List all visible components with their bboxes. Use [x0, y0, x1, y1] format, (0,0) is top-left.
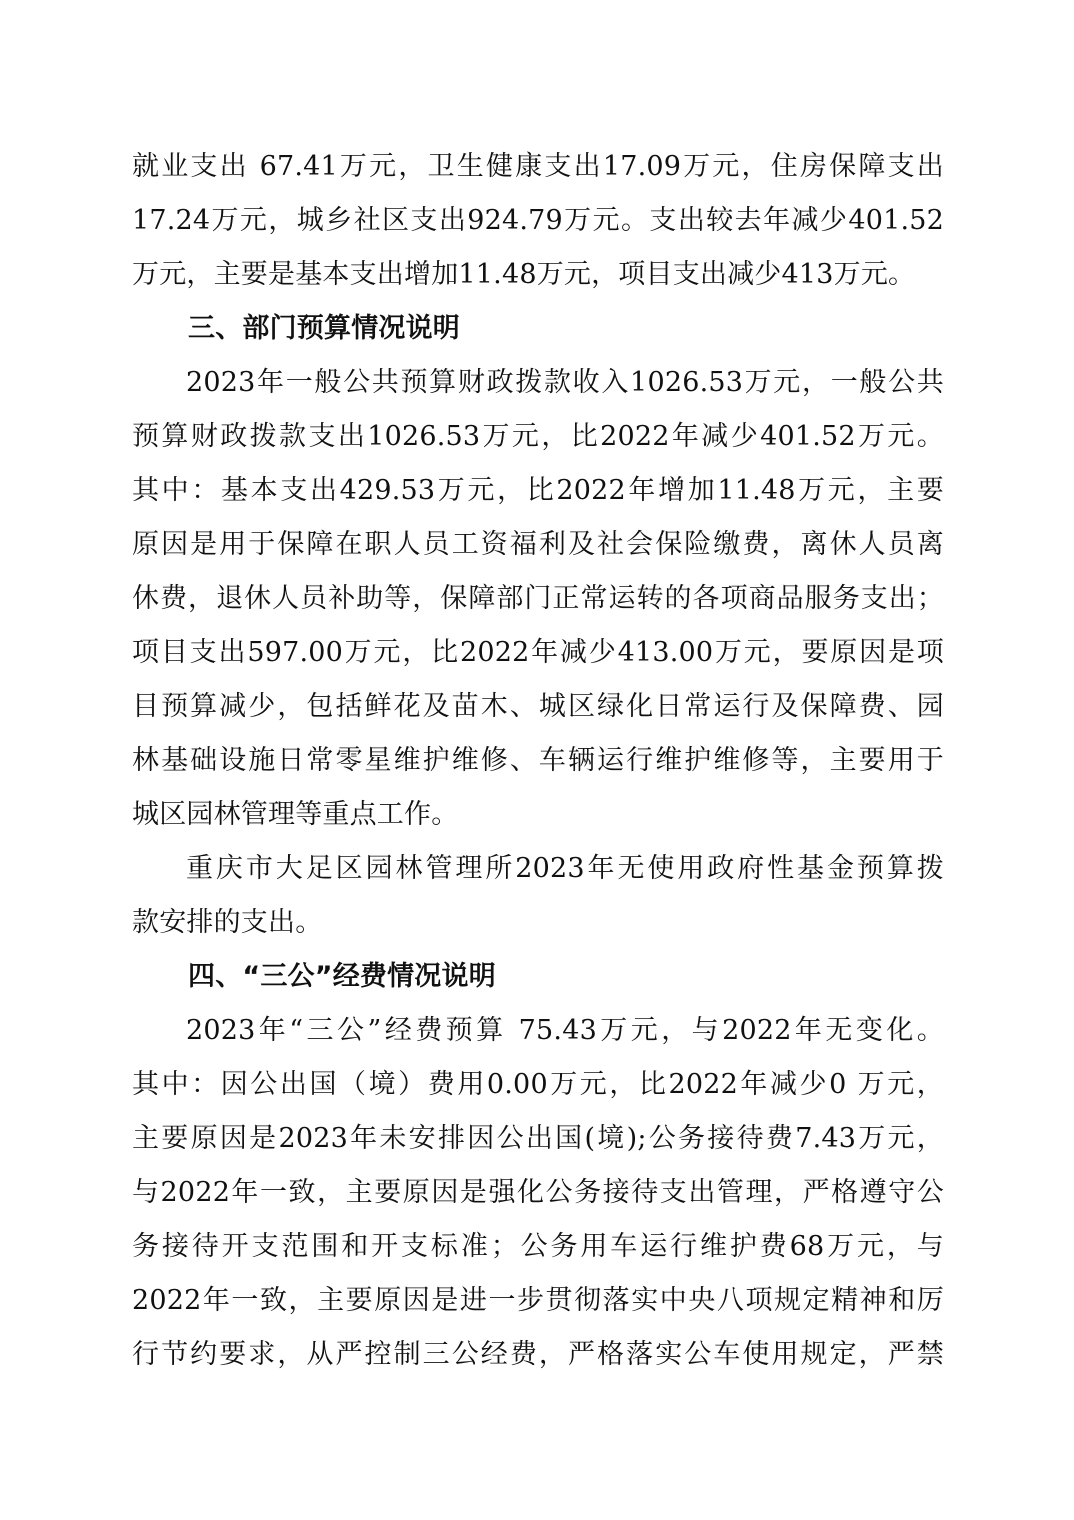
document-body: [132, 140, 944, 1382]
paragraph-line: 休费，退休人员补助等，保障部门正常运转的各项商品服务支出；: [132, 583, 944, 614]
paragraph-line: 行节约要求，从严控制三公经费，严格落实公车使用规定，严禁: [132, 1339, 944, 1370]
paragraph-line: 万元，主要是基本支出增加11.48万元，项目支出减少413万元。: [132, 259, 916, 290]
paragraph-line: 原因是用于保障在职人员工资福利及社会保险缴费，离休人员离: [132, 529, 944, 560]
paragraph-line: 2022年一致，主要原因是进一步贯彻落实中央八项规定精神和厉: [132, 1285, 944, 1316]
paragraph-line: 2023年“三公”经费预算 75.43万元，与2022年无变化。: [186, 1015, 944, 1046]
paragraph-line: 就业支出 67.41万元，卫生健康支出17.09万元，住房保障支出: [132, 151, 944, 182]
paragraph-line: 其中：基本支出429.53万元，比2022年增加11.48万元，主要: [132, 475, 944, 506]
paragraph-line: 林基础设施日常零星维护维修、车辆运行维护维修等，主要用于: [132, 745, 944, 776]
paragraph-line: 主要原因是2023年未安排因公出国(境);公务接待费7.43万元，: [132, 1123, 944, 1154]
paragraph-line: 17.24万元，城乡社区支出924.79万元。支出较去年减少401.52: [132, 205, 944, 236]
paragraph-line: 与2022年一致，主要原因是强化公务接待支出管理，严格遵守公: [132, 1177, 944, 1208]
paragraph-line: 目预算减少，包括鲜花及苗木、城区绿化日常运行及保障费、园: [132, 691, 944, 722]
paragraph-line: 其中：因公出国（境）费用0.00万元，比2022年减少0 万元，: [132, 1069, 944, 1100]
section-heading-4: 四、“三公”经费情况说明: [188, 961, 496, 992]
paragraph-line: 项目支出597.00万元，比2022年减少413.00万元，要原因是项: [132, 637, 944, 668]
paragraph-line: 城区园林管理等重点工作。: [132, 799, 459, 830]
section-heading-3: 三、部门预算情况说明: [188, 313, 460, 344]
paragraph-line: 重庆市大足区园林管理所2023年无使用政府性基金预算拨: [186, 853, 944, 884]
paragraph-line: 2023年一般公共预算财政拨款收入1026.53万元，一般公共: [186, 367, 944, 398]
paragraph-line: 款安排的支出。: [132, 907, 323, 938]
paragraph-line: 务接待开支范围和开支标准；公务用车运行维护费68万元，与: [132, 1231, 944, 1262]
paragraph-line: 预算财政拨款支出1026.53万元，比2022年减少401.52万元。: [132, 421, 944, 452]
